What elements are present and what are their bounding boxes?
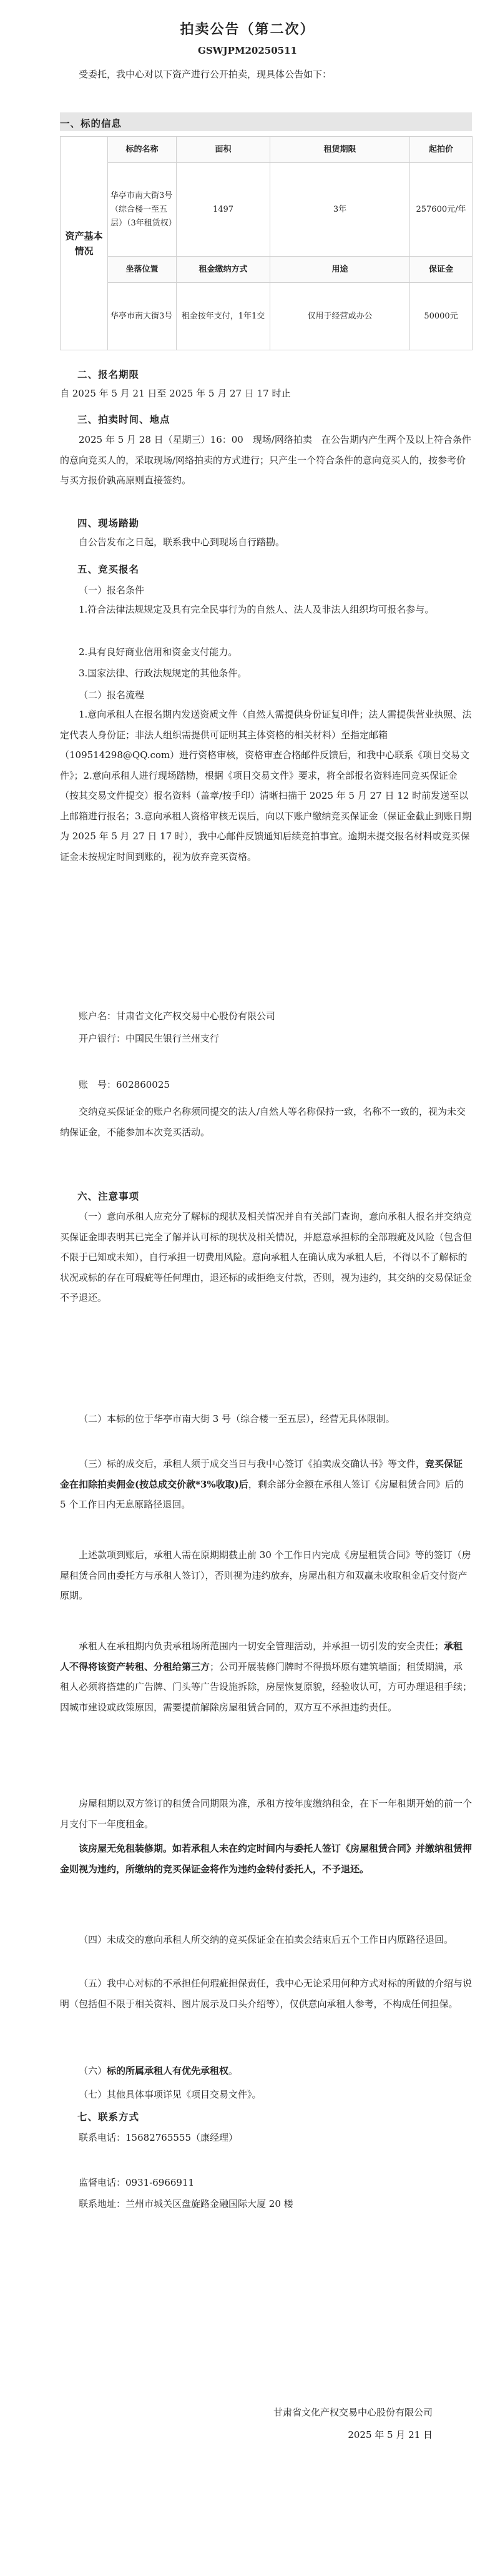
- section-heading-contact: 七、联系方式: [77, 2111, 140, 2123]
- supervise-row: [60, 2176, 472, 2189]
- note-1: （一）意向承租人应充分了解标的现状及相关情况并自有关部门查询，意向承租人报名并交纳竞买保证金即表明其已完全了解并认可标的现状及相关情况，并愿意承担标的全部瑕疵及风险（包含但不限于已知或未知），自行承担一切费用风险。意向承租人在确认成为承租人后，不得以不了解标的状况或标的存在可瑕疵等任何理由，退还标的或拒绝支付款，否则，视为违约，其交纳的交易保证金不予退还。: [60, 1211, 473, 1303]
- td-usage: 仅用于经营或办公: [270, 283, 410, 350]
- note-8: （五）我中心对标的不承担任何瑕疵担保责任，我中心无论采用何种方式对标的所做的介绍与说明（包括但不限于相关资料、图片展示及口头介绍等），仅供意向承租人参考，不构成任何担保。: [60, 1978, 473, 2010]
- section-heading-period: 二、报名期限: [77, 368, 140, 380]
- note-2: （二）本标的位于华亭市南大街 3 号（综合楼一至五层），经营无具体限制。: [79, 1413, 395, 1424]
- asset-info-table: [60, 136, 473, 350]
- sub-conditions: （一）报名条件: [79, 585, 145, 596]
- inspection-text: 自公告发布之日起，联系我中心到现场自行踏勘。: [79, 536, 285, 548]
- condition-1: 1.符合法律法规规定及具有完全民事行为的自然人、法人及非法人组织均可报名参与。: [79, 604, 434, 615]
- account-no-value: 602860025: [116, 1079, 170, 1090]
- contact-row: [60, 2131, 472, 2144]
- time-place-text: 2025 年 5 月 28 日（星期三）16：00 现场/网络拍卖 在公告期内产生两个及以上符合条件的意向竞买人的，采取现场/网络拍卖的方式进行；只产生一个符合条件的意向竞买人的，按参考价与买方报价孰高原则直接签约。: [60, 434, 471, 486]
- note-10: （七）其他具体事项详见《项目交易文件》。: [79, 2089, 262, 2100]
- account-name-row: [60, 1009, 472, 1022]
- note-9: [60, 2061, 472, 2081]
- bank-value: 中国民生银行兰州支行: [125, 1033, 220, 1044]
- note-3: [60, 1454, 472, 1515]
- th-deposit: 保证金: [410, 257, 473, 283]
- note-5: 房屋租期以双方签订的租赁合同期限为准，承租方按年度缴纳租金，在下一年租期开始的前一个月支付下一年度租金。: [60, 1798, 473, 1830]
- td-location: 华亭市南大街3号: [108, 283, 177, 350]
- td-payment: 租金按年支付，1年1交: [177, 283, 270, 350]
- th-payment: 租金缴纳方式: [177, 257, 270, 283]
- contact-label: 联系电话：: [79, 2132, 126, 2143]
- signature-org: 甘肃省文化产权交易中心股份有限公司: [273, 2407, 433, 2418]
- note-4-a: 承租人在承租期内负责承租场所范围内一切安全管理活动，并承担一切引发的安全责任；: [79, 1641, 444, 1652]
- td-term: 3年: [270, 163, 410, 257]
- note-3-bold: 竞买保证金在扣除拍卖佣金(按总成交价款*3%收取)后: [60, 1458, 463, 1490]
- th-area: 面积: [177, 137, 270, 163]
- note-9-c: 。: [228, 2065, 238, 2076]
- section-heading-inspection: 四、现场踏勘: [77, 517, 140, 529]
- address-value: 兰州市城关区盘旋路金融国际大厦 20 楼: [125, 2198, 293, 2209]
- th-usage: 用途: [270, 257, 410, 283]
- supervise-value: 0931-6966911: [125, 2177, 195, 2188]
- sub-process: （二）报名流程: [79, 689, 145, 701]
- supervise-label: 监督电话：: [79, 2177, 126, 2188]
- td-deposit: 50000元: [410, 283, 473, 350]
- section-heading-notes: 六、注意事项: [77, 1190, 140, 1202]
- td-price: 257600元/年: [410, 163, 473, 257]
- signature-date: 2025 年 5 月 21 日: [348, 2429, 433, 2440]
- bank-row: [60, 1032, 472, 1045]
- note-3-d: 上述款项到账后，承租人需在原期期截止前 30 个工作日内完成《房屋租赁合同》等的签订（房屋租赁合同由委托方与承租人签订），否则视为违约放弃，房屋出租方和双赢未收取租金后交付资产原期。: [60, 1549, 471, 1601]
- account-no-row: [60, 1078, 472, 1091]
- th-price: 起拍价: [410, 137, 473, 163]
- note-3-c: ，剩余部分金额在承租人签订《房屋租赁合同》后的 5 个工作日内无息原路径退回。: [60, 1478, 464, 1510]
- section-heading-registration: 五、竞买报名: [77, 563, 140, 575]
- section-heading-targets: 一、标的信息: [60, 117, 122, 129]
- note-4: [60, 1636, 472, 1717]
- bank-label: 开户银行：: [79, 1033, 126, 1044]
- condition-3: 3.国家法律、行政法规规定的其他条件。: [79, 668, 247, 679]
- condition-2: 2.具有良好商业信用和资金支付能力。: [79, 646, 238, 658]
- intro-paragraph: 受委托，我中心对以下资产进行公开拍卖，现具体公告如下：: [79, 69, 332, 80]
- note-4-c: ；公司开展装修门牌时不得损坏原有建筑墙面；租赁期满，承租人必须将搭建的广告牌、门头等广告设施拆除，房屋恢复原貌，经验收认可，方可办理退租手续；因城市建设或政策原因，需要提前解除房屋租赁合同的，双方互不承担违约责任。: [60, 1661, 473, 1713]
- account-name-label: 账户名：: [79, 1010, 117, 1022]
- note-9-a: （六）: [79, 2065, 107, 2076]
- address-row: [60, 2197, 472, 2210]
- period-text: 自 2025 年 5 月 21 日至 2025 年 5 月 27 日 17 时止: [60, 388, 291, 399]
- note-6: 该房屋无免租装修期。如若承租人未在约定时间内与委托人签订《房屋租赁合同》并缴纳租赁押金则视为违约，所缴纳的竞买保证金将作为违约金转付委托人，不予退还。: [60, 1843, 473, 1875]
- contact-value: 15682765555（康经理）: [125, 2132, 238, 2143]
- process-text: 1.意向承租人在报名期内发送资质文件（自然人需提供身份证复印件；法人需提供营业执照、法定代表人身份证；非法人组织需提供可证明其主体资格的相关材料）至指定邮箱（109514298@QQ.com）进行资格审核，资格审查合格邮件反馈后，和我中心联系《项目交易文件》；2.意向承租人进行现场踏勘，根据《项目交易文件》要求，将全部报名资料连同竞买保证金（按其交易文件提交）报名资料（盖章/按手印）清晰扫描于 2025 年 5 月 27 日 12 时前发送至以上邮箱进行报名；3.意向承租人资格审核无误后，向以下账户缴纳竞买保证金（保证金截止到账日期为 2025 年 5 月 27 日 17 时），我中心邮件反馈通知后续竞拍事宜。逾期未提交报名材料或竞买保证金未按规定时间到账的，视为放弃竞买资格。: [60, 709, 472, 862]
- account-name-value: 甘肃省文化产权交易中心股份有限公司: [116, 1010, 276, 1022]
- deposit-note: 交纳竞买保证金的账户名称须同提交的法人/自然人等名称保持一致，名称不一致的，视为未交纳保证金，不能参加本次竞买活动。: [60, 1106, 466, 1138]
- th-name: 标的名称: [108, 137, 177, 163]
- page-title: 拍卖公告（第二次）: [180, 21, 315, 37]
- project-code: GSWJPM20250511: [198, 45, 297, 56]
- td-area: 1497: [177, 163, 270, 257]
- note-7: （四）未成交的意向承租人所交纳的竞买保证金在拍卖会结束后五个工作日内原路径退回。: [79, 1934, 454, 1945]
- asset-side-label: 资产基本情况: [61, 137, 108, 350]
- td-name: 华亭市南大街3号（综合楼一至五层）（3年租赁权）: [108, 163, 177, 257]
- note-3-a: （三）标的成交后，承租人须于成交当日与我中心签订《拍卖成交确认书》等文件，: [79, 1458, 426, 1469]
- note-9-bold: 标的所属承租人有优先承租权: [107, 2065, 229, 2076]
- th-term: 租赁期限: [270, 137, 410, 163]
- th-location: 坐落位置: [108, 257, 177, 283]
- section-heading-time-place: 三、拍卖时间、地点: [77, 413, 170, 425]
- address-label: 联系地址：: [79, 2198, 126, 2209]
- account-no-label: 账 号：: [79, 1079, 117, 1090]
- note-4-bold: 承租人不得将该资产转租、分租给第三方: [60, 1641, 463, 1672]
